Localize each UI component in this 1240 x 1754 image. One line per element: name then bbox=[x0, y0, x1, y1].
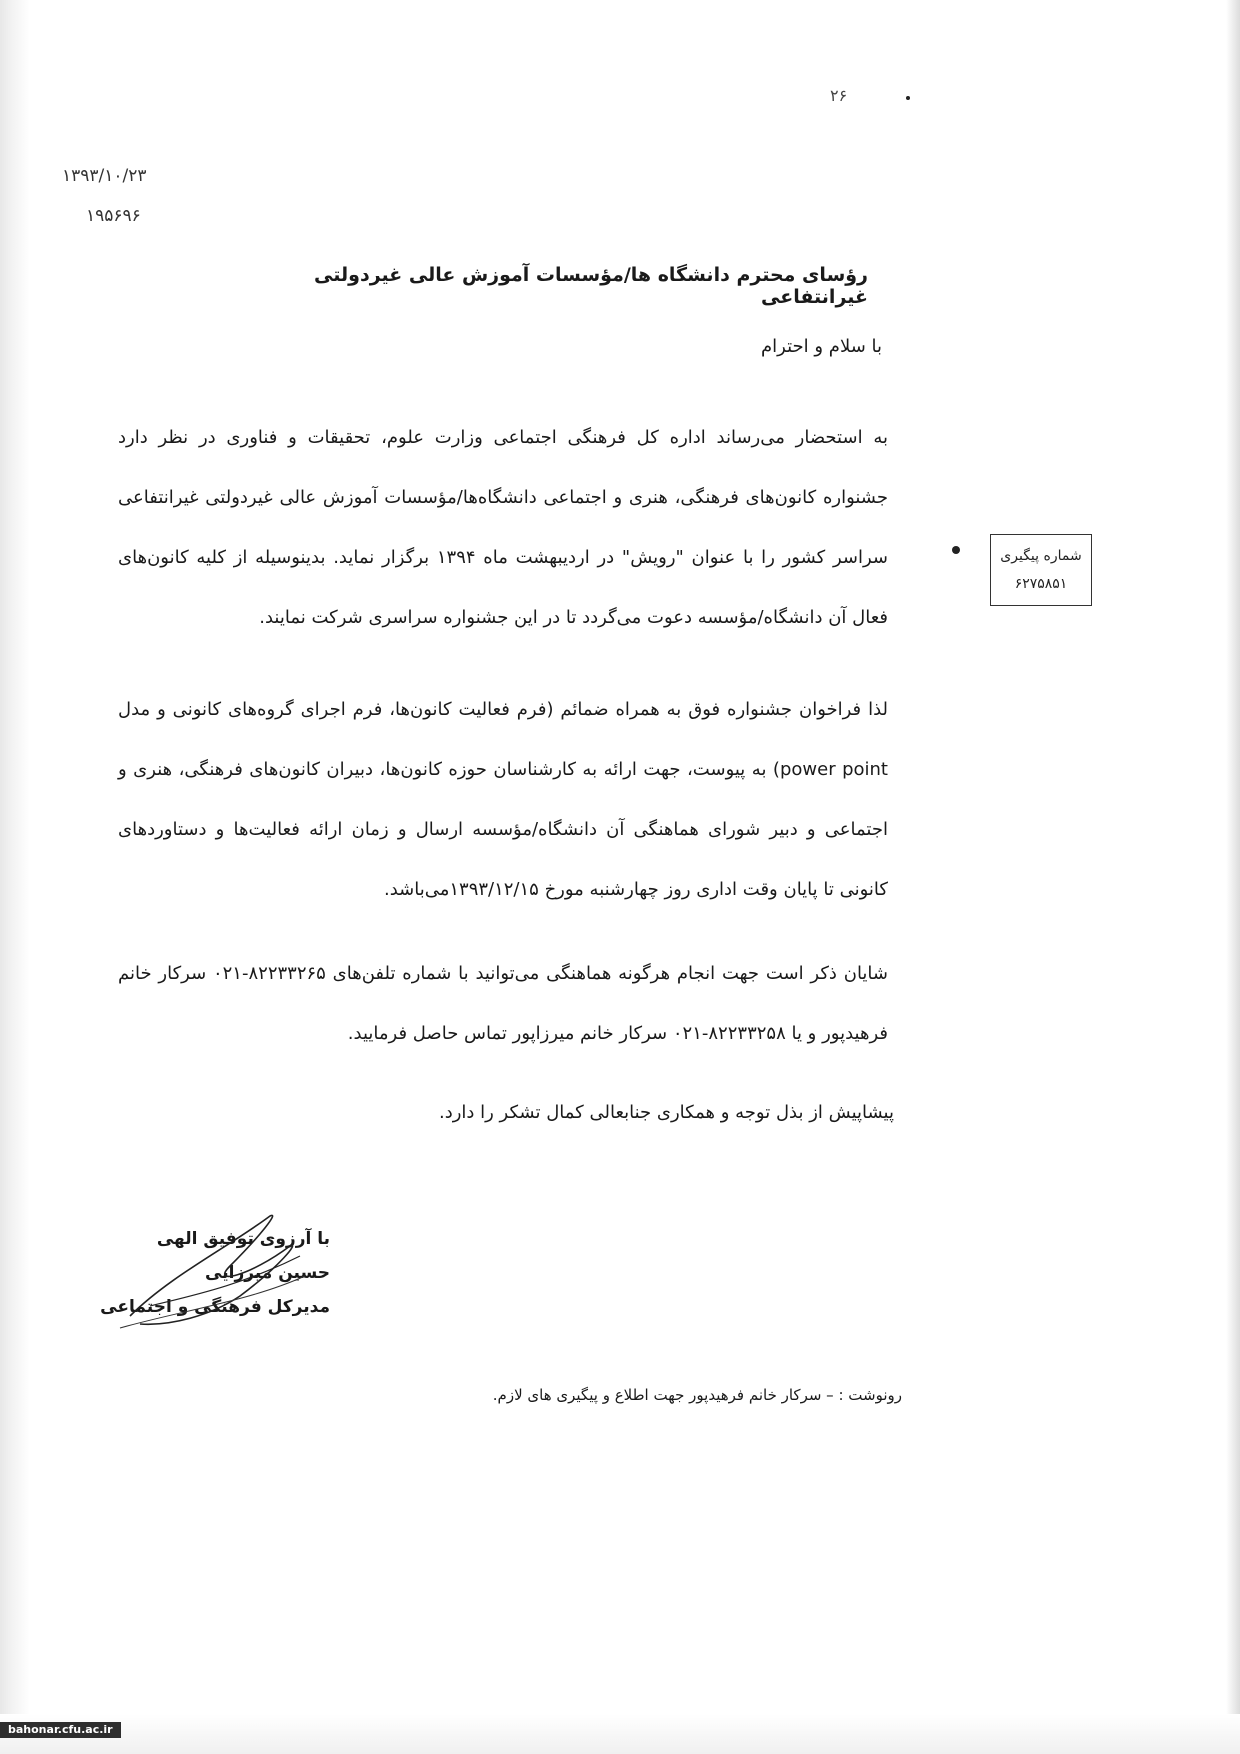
scan-edge-right bbox=[1226, 0, 1240, 1754]
signature-name: حسین میرزایی bbox=[205, 1263, 330, 1283]
body-paragraph-4: پیشاپیش از بذل توجه و همکاری جنابعالی کمال تشکر را دارد. bbox=[438, 1102, 894, 1123]
scan-edge-left bbox=[0, 0, 30, 1754]
body-paragraph-1: به استحضار می‌رساند اداره کل فرهنگی اجتماعی وزارت علوم، تحقیقات و فناوری در نظر دارد جشنواره کانون‌های فرهنگی، هنری و اجتماعی دانشگاه‌ها/مؤسسات آموزش عالی غیردولتی غیرانتفاعی سراسر کشور را با عنوان "رویش" در اردیبهشت ماه ۱۳۹۴ برگزار نماید. بدینوسیله از کلیه کانون‌های فعال آن دانشگاه/مؤسسه دعوت می‌گردد تا در این جشنواره سراسری شرکت نمایند. bbox=[118, 427, 888, 628]
handwritten-signature bbox=[110, 1206, 310, 1336]
recipient-heading: رؤسای محترم دانشگاه ها/مؤسسات آموزش عالی غیردولتی غیرانتفاعی bbox=[314, 264, 868, 308]
body-paragraph-2: لذا فراخوان جشنواره فوق به همراه ضمائم (فرم فعالیت کانون‌ها، فرم اجرای گروه‌های کانونی و مدل power point) به پیوست، جهت ارائه به کارشناسان حوزه کانون‌ها، دبیران کانون‌های فرهنگی، هنری و اجتماعی و دبیر شورای هماهنگی آن دانشگاه/مؤسسه ارسال و زمان ارائه فعالیت‌ها و دستاوردهای کانونی تا پایان وقت اداری روز چهارشنبه مورخ ۱۳۹۳/۱۲/۱۵می‌باشد. bbox=[118, 699, 888, 900]
greeting: با سلام و احترام bbox=[761, 336, 882, 357]
tracking-number: ۶۲۷۵۸۵۱ bbox=[1014, 576, 1068, 592]
scan-edge-bottom bbox=[0, 1714, 1240, 1754]
signature-closing: با آرزوی توفیق الهی bbox=[156, 1229, 330, 1249]
letter-number: ۱۹۵۶۹۶ bbox=[86, 206, 141, 226]
tracking-box bbox=[990, 534, 1092, 606]
ink-dot bbox=[952, 546, 960, 554]
body-paragraph-3: شایان ذکر است جهت انجام هرگونه هماهنگی می‌توانید با شماره تلفن‌های ۸۲۲۳۳۲۶۵-۰۲۱ سرکار خانم فرهیدپور و یا ۸۲۲۳۳۲۵۸-۰۲۱ سرکار خانم میرزاپور تماس حاصل فرمایید. bbox=[118, 963, 889, 1044]
letter-date: ۱۳۹۳/۱۰/۲۳ bbox=[62, 166, 147, 186]
ink-speck bbox=[906, 96, 910, 100]
tracking-label: شماره پیگیری bbox=[1000, 548, 1082, 564]
carbon-copy-note: رونوشت : – سرکار خانم فرهیدپور جهت اطلاع و پیگیری های لازم. bbox=[492, 1386, 902, 1404]
top-mark: ۲۶ bbox=[830, 86, 848, 105]
site-tag: bahonar.cfu.ac.ir bbox=[0, 1722, 121, 1738]
signature-title: مدیرکل فرهنگی و اجتماعی bbox=[100, 1297, 330, 1317]
